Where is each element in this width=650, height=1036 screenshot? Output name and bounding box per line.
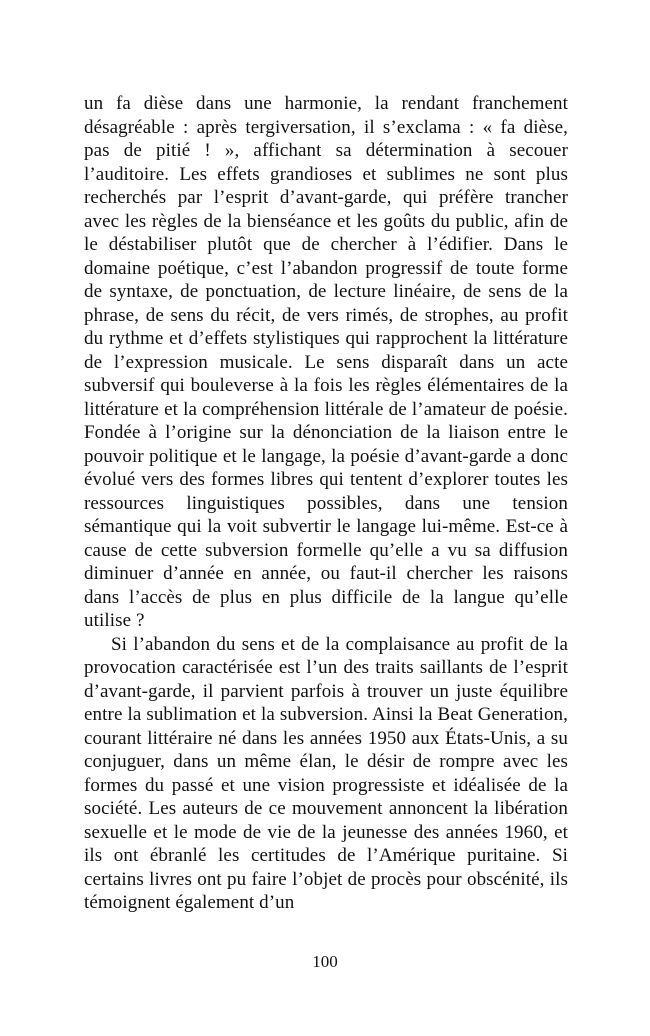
body-text	[84, 92, 568, 915]
body-paragraph: Si l’abandon du sens et de la complaisance au profit de la provocation caractérisée est l’un des traits saillants de l’esprit d’avant-garde, il parvient parfois à trouver un juste équilibre entre la sublimation et la subversion. Ainsi la Beat Generation, courant littéraire né dans les années 1950 aux États-Unis, a su conjuguer, dans un même élan, le désir de rompre avec les formes du passé et une vision progressiste et idéalisée de la société. Les auteurs de ce mouvement annoncent la libération sexuelle et le mode de vie de la jeunesse des années 1960, et ils ont ébranlé les certitudes de l’Amérique puritaine. Si certains livres ont pu faire l’objet de procès pour obscénité, ils témoignent également d’un	[84, 633, 568, 913]
body-paragraph: un fa dièse dans une harmonie, la rendant franchement désagréable : après tergiversation, il s’exclama : « fa dièse, pas de pitié ! », affichant sa détermination à secouer l’auditoire. Les effets grandioses et sublimes ne sont plus recherchés par l’esprit d’avant-garde, qui préfère trancher avec les règles de la bienséance et les goûts du public, afin de le déstabiliser plutôt que de chercher à l’édifier. Dans le domaine poétique, c’est l’abandon progressif de toute forme de syntaxe, de ponctuation, de lecture linéaire, de sens de la phrase, de sens du récit, de vers rimés, de strophes, au profit du rythme et d’effets stylistiques qui rapprochent la littérature de l’expression musicale. Le sens disparaît dans un acte subversif qui bouleverse à la fois les règles élémentaires de la littérature et la compréhension littérale de l’amateur de poésie. Fondée à l’origine sur la dénonciation de la liaison entre le pouvoir politique et le langage, la poésie d’avant-garde a donc évolué vers des formes libres qui tentent d’explorer toutes les ressources linguistiques possibles, dans une tension sémantique qui la voit subvertir le langage lui-même. Est-ce à cause de cette subversion formelle qu’elle a vu sa diffusion diminuer d’année en année, ou faut-il chercher les raisons dans l’accès de plus en plus difficile de la langue qu’elle utilise ?	[84, 93, 568, 631]
page-number: 100	[312, 952, 338, 971]
